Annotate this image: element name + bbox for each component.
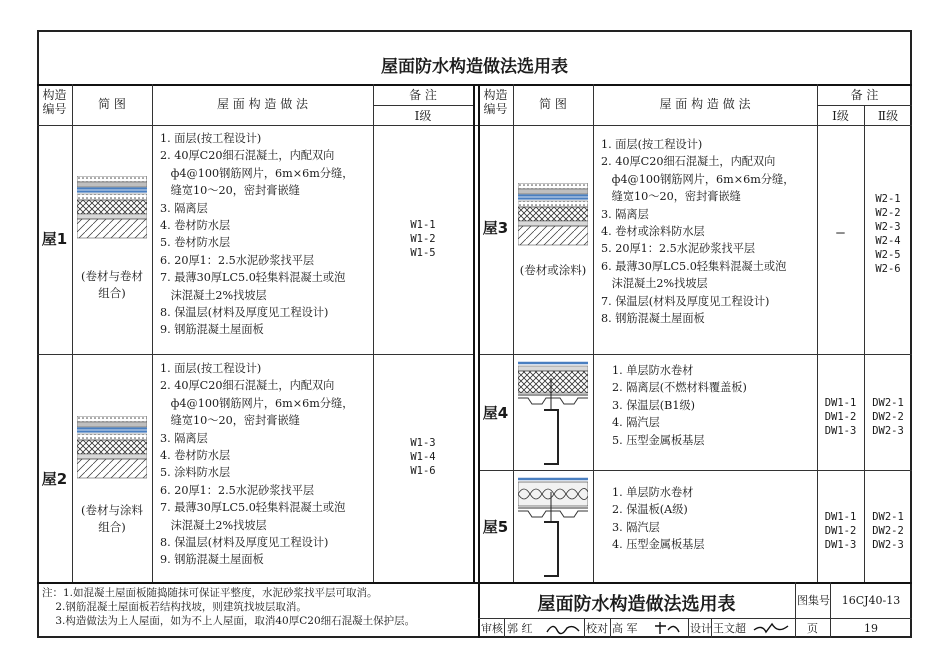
table-bottom-line xyxy=(37,582,912,584)
construction-step: 2. 40厚C20细石混凝土，内配双向 xyxy=(160,379,335,393)
construction-step: 1. 单层防水卷材 xyxy=(612,364,694,377)
row-code: 屋4 xyxy=(482,404,509,422)
construction-step: 缝宽10～20，密封膏嵌缝 xyxy=(160,184,300,198)
row-divider-right-2 xyxy=(478,470,912,471)
construction-step: 8. 钢筋混凝土屋面板 xyxy=(601,312,705,326)
titleblock-cell xyxy=(584,618,585,638)
construction-step: 缝宽10～20，密封膏嵌缝 xyxy=(160,414,300,428)
grade1-codes xyxy=(373,218,473,260)
roof-section-diagram xyxy=(77,176,147,240)
grade-code: W2-3 xyxy=(875,221,901,233)
grade2-codes xyxy=(864,396,912,438)
construction-step: 沫混凝土2%找坡层 xyxy=(160,518,267,532)
construction-step: 7. 最薄30厚LC5.0轻集料混凝土或泡 xyxy=(160,271,346,285)
col-line xyxy=(478,84,480,638)
titleblock-title: 屋面防水构造做法选用表 xyxy=(537,594,736,615)
grade-code: W2-6 xyxy=(875,263,901,275)
construction-step: 3. 保温层(B1级) xyxy=(612,398,696,412)
grade-code: W2-2 xyxy=(875,207,901,219)
construction-step: 2. 保温板(A级) xyxy=(612,503,688,517)
construction-step: 3. 隔离层 xyxy=(160,201,208,215)
col-line xyxy=(152,84,153,582)
row-code: 屋3 xyxy=(482,219,509,237)
note-line: 3.构造做法为上人屋面，如为不上人屋面，取消40厚C20细石混凝土保护层。 xyxy=(42,615,416,627)
designer-signature xyxy=(752,620,790,636)
construction-step: 4. 卷材防水层 xyxy=(160,219,231,233)
construction-step: 5. 涂料防水层 xyxy=(160,466,231,480)
construction-step: 5. 压型金属板基层 xyxy=(612,433,705,447)
construction-step: 6. 最薄30厚LC5.0轻集料混凝土或泡 xyxy=(601,259,787,273)
header-code: 构造 编号 xyxy=(483,88,508,116)
construction-step: 1. 面层(按工程设计) xyxy=(160,362,262,375)
titleblock-line xyxy=(478,618,912,619)
metal-roof-diagram xyxy=(518,360,588,468)
construction-step: 2. 40厚C20细石混凝土，内配双向 xyxy=(601,155,776,169)
grade-code: W2-1 xyxy=(875,193,901,205)
review-label: 审核 xyxy=(481,622,503,635)
header-remarks: 备 注 xyxy=(409,88,437,102)
notes xyxy=(42,586,415,628)
construction-step: 6. 20厚1：2.5水泥砂浆找平层 xyxy=(160,253,315,267)
atlas-number: 16CJ40-13 xyxy=(841,594,901,607)
construction-steps xyxy=(601,136,794,327)
header-grade2: Ⅱ级 xyxy=(877,109,899,123)
construction-step: 9. 钢筋混凝土屋面板 xyxy=(160,553,264,567)
roof-section-diagram xyxy=(518,183,588,247)
construction-step: 4. 压型金属板基层 xyxy=(612,538,705,552)
note-line: 2.钢筋混凝土屋面板若结构找坡，则建筑找坡层取消。 xyxy=(42,601,307,613)
grade-code: W1-5 xyxy=(410,247,436,259)
construction-step: 缝宽10～20，密封膏嵌缝 xyxy=(601,190,741,204)
grade1-codes xyxy=(817,226,864,240)
row-code: 屋5 xyxy=(482,518,509,536)
construction-step: 7. 保温层(材料及厚度见工程设计) xyxy=(601,294,770,308)
reviewer-name: 郭 红 xyxy=(507,622,533,635)
grade-code: DW2-3 xyxy=(872,539,904,551)
construction-steps xyxy=(612,484,705,554)
design-label: 设计 xyxy=(690,622,712,635)
col-line xyxy=(513,84,514,582)
grade-code: DW1-2 xyxy=(824,525,857,537)
grade-code: DW1-1 xyxy=(824,397,857,409)
construction-step: 4. 卷材或涂料防水层 xyxy=(601,225,705,239)
header-remarks: 备 注 xyxy=(850,88,879,102)
grade1-codes xyxy=(817,396,864,438)
header-diagram: 简 图 xyxy=(98,97,126,111)
diagram-caption: (卷材与涂料 组合) xyxy=(81,503,143,534)
diagram-caption: (卷材或涂料) xyxy=(519,263,587,277)
col-line xyxy=(373,84,374,582)
metal-roof-diagram xyxy=(518,476,588,580)
construction-step: 8. 保温层(材料及厚度见工程设计) xyxy=(160,536,329,550)
grade-code: DW1-1 xyxy=(824,511,857,523)
designer-name: 王文超 xyxy=(713,622,746,635)
checker-signature xyxy=(652,620,682,636)
diagram-caption: (卷材与卷材 组合) xyxy=(81,269,143,300)
row-code: 屋1 xyxy=(41,230,68,248)
construction-step: 5. 20厚1：2.5水泥砂浆找平层 xyxy=(601,242,756,256)
header-code: 构造 编号 xyxy=(42,88,67,116)
grade1-codes xyxy=(817,510,864,552)
grade-code: DW2-1 xyxy=(872,511,904,523)
col-line xyxy=(593,84,594,582)
construction-steps xyxy=(160,130,353,339)
titleblock-cell xyxy=(688,618,689,638)
titleblock-cell xyxy=(504,618,505,638)
construction-step: 沫混凝土2%找坡层 xyxy=(160,288,267,302)
col-line xyxy=(817,84,818,582)
construction-step: 2. 隔离层(不燃材料覆盖板) xyxy=(612,381,747,395)
titleblock-cell xyxy=(610,618,611,638)
page-number: 19 xyxy=(864,622,878,635)
construction-step: 4. 隔汽层 xyxy=(612,416,660,430)
grade-code: DW2-2 xyxy=(872,411,904,423)
construction-step: 4. 卷材防水层 xyxy=(160,449,231,463)
construction-step: 6. 20厚1：2.5水泥砂浆找平层 xyxy=(160,483,315,497)
row-code: 屋2 xyxy=(41,470,68,488)
grade2-codes xyxy=(864,510,912,552)
grade-code: W2-4 xyxy=(875,235,901,247)
grade-code: DW1-3 xyxy=(824,539,857,551)
checker-name: 高 军 xyxy=(612,622,638,635)
grade-code: DW1-2 xyxy=(824,411,857,423)
roof-section-diagram xyxy=(77,416,147,480)
construction-step: 1. 面层(按工程设计) xyxy=(601,138,703,151)
construction-step: ф4@100钢筋网片，6m×6m分缝， xyxy=(160,396,354,410)
titleblock-cell xyxy=(711,618,712,638)
grade-code: — xyxy=(836,225,845,241)
header-grade1: Ⅰ级 xyxy=(832,109,849,123)
grade2-codes xyxy=(864,192,912,276)
construction-step: 1. 面层(按工程设计) xyxy=(160,132,262,145)
note-line: 注：1.如混凝土屋面板随捣随抹可保证平整度，水泥砂浆找平层可取消。 xyxy=(42,587,378,599)
grade-code: W1-1 xyxy=(410,219,436,231)
header-diagram: 简 图 xyxy=(539,97,567,111)
grade-code: W1-4 xyxy=(410,451,436,463)
grade-code: DW2-1 xyxy=(872,397,904,409)
construction-step: 3. 隔离层 xyxy=(160,431,208,445)
reviewer-signature xyxy=(545,620,581,636)
construction-step: 3. 隔汽层 xyxy=(612,520,660,534)
construction-step: 3. 隔离层 xyxy=(601,207,649,221)
construction-step: ф4@100钢筋网片，6m×6m分缝， xyxy=(160,166,354,180)
row-divider-right-1 xyxy=(478,354,912,355)
construction-step: 7. 最薄30厚LC5.0轻集料混凝土或泡 xyxy=(160,501,346,515)
construction-step: 沫混凝土2%找坡层 xyxy=(601,277,708,291)
header-grade1: Ⅰ级 xyxy=(414,109,432,123)
construction-steps xyxy=(612,362,747,449)
grade-code: DW1-3 xyxy=(824,425,857,437)
grade-code: DW2-3 xyxy=(872,425,904,437)
construction-step: 1. 单层防水卷材 xyxy=(612,486,694,499)
left-remark-divider xyxy=(373,105,473,106)
construction-step: 9. 钢筋混凝土屋面板 xyxy=(160,323,264,337)
page-label: 页 xyxy=(807,622,818,635)
header-method: 屋 面 构 造 做 法 xyxy=(659,97,751,111)
construction-step: ф4@100钢筋网片，6m×6m分缝， xyxy=(601,172,795,186)
atlas-label: 图集号 xyxy=(797,594,830,607)
construction-step: 2. 40厚C20细石混凝土，内配双向 xyxy=(160,149,335,163)
header-method: 屋 面 构 造 做 法 xyxy=(216,97,309,111)
page-title: 屋面防水构造做法选用表 xyxy=(381,57,568,77)
grade1-codes xyxy=(373,436,473,478)
check-label: 校对 xyxy=(586,622,608,635)
grade-code: W1-3 xyxy=(410,437,436,449)
grade-code: W1-2 xyxy=(410,233,436,245)
titleblock-line xyxy=(795,582,796,638)
construction-step: 5. 卷材防水层 xyxy=(160,236,231,250)
row-divider-left xyxy=(37,354,473,355)
grade-code: W1-6 xyxy=(410,465,436,477)
construction-step: 8. 保温层(材料及厚度见工程设计) xyxy=(160,306,329,320)
grade-code: DW2-2 xyxy=(872,525,904,537)
grade-code: W2-5 xyxy=(875,249,901,261)
construction-steps xyxy=(160,360,353,569)
col-line xyxy=(473,84,475,582)
